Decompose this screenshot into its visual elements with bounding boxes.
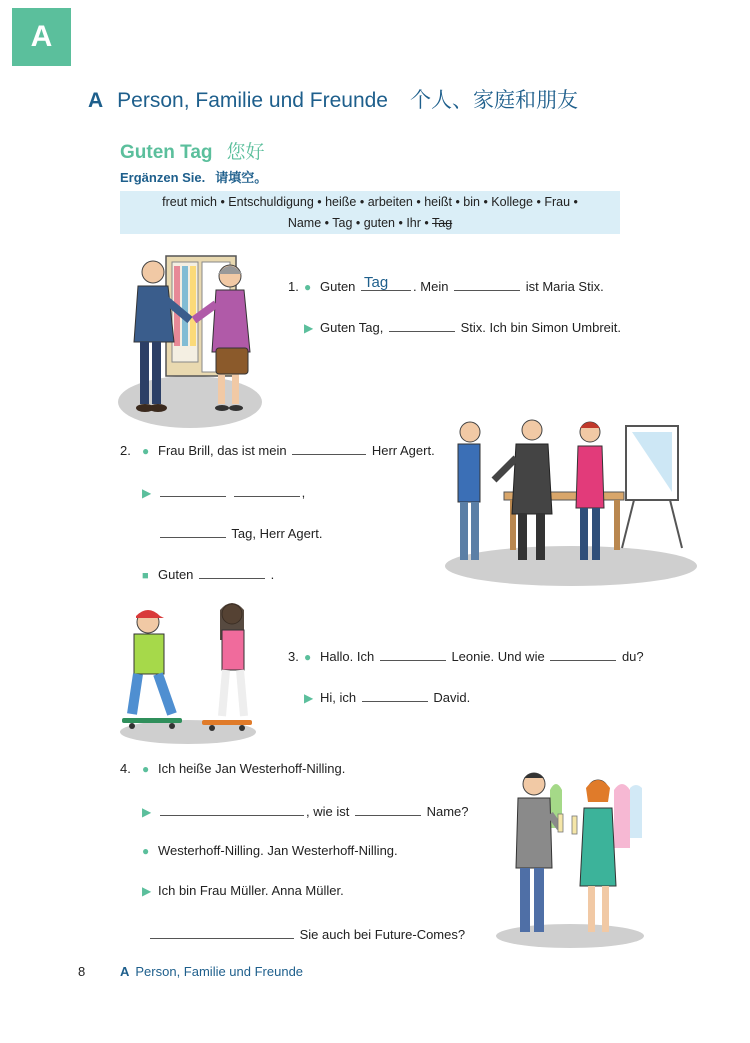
- section-title: [120, 137, 265, 164]
- exercise-4-text: , wie ist: [306, 804, 350, 819]
- exercise-2-number: 2.: [120, 443, 131, 458]
- chapter-title-zh: 个人、家庭和朋友: [409, 89, 578, 112]
- triangle-bullet-icon: ▶: [142, 805, 152, 819]
- exercise-1-number: 1.: [288, 279, 299, 294]
- dot-bullet-icon: ●: [142, 762, 150, 776]
- dot-bullet-icon: ●: [304, 650, 312, 664]
- instruction-text: Ergänzen Sie.: [120, 170, 206, 185]
- exercise-4-line-4: [142, 883, 344, 898]
- exercise-2-line-1: [120, 441, 435, 458]
- answer-blank[interactable]: [389, 318, 455, 332]
- exercise-2-text: .: [270, 567, 275, 582]
- word-box-line-2-text: Name • Tag • guten • Ihr •: [287, 216, 429, 230]
- exercise-4-text: Name?: [426, 804, 469, 819]
- exercise-2-text: Guten: [158, 567, 194, 582]
- triangle-bullet-icon: ▶: [304, 321, 314, 335]
- triangle-bullet-icon: ▶: [304, 691, 314, 705]
- word-box: [120, 191, 620, 234]
- exercise-2-line-4: [142, 565, 274, 582]
- exercise-4-number: 4.: [120, 761, 131, 776]
- exercise-3-line-1: [288, 647, 644, 664]
- handshake-illustration: [118, 252, 264, 430]
- triangle-bullet-icon: ▶: [142, 884, 152, 898]
- exercise-1-text: Stix. Ich bin Simon Umbreit.: [460, 320, 622, 335]
- instruction-zh: 请填空。: [215, 170, 268, 185]
- filled-answer: Tag: [364, 274, 389, 291]
- exercise-1-text: Guten: [320, 279, 356, 294]
- exercise-2-text: ,: [301, 485, 306, 500]
- footer-title-text: Person, Familie und Freunde: [135, 964, 304, 979]
- exercise-1-text: Guten Tag,: [320, 320, 384, 335]
- exercise-4-line-3: [142, 843, 398, 858]
- exercise-4-line-1: [120, 761, 345, 776]
- chapter-letter: A: [88, 89, 104, 112]
- exercise-4-line-5: [148, 925, 465, 942]
- exercise-2-line-3: [158, 524, 322, 541]
- footer-letter: A: [120, 964, 130, 979]
- answer-blank[interactable]: [234, 483, 300, 497]
- exercise-4-text: Westerhoff-Nilling. Jan Westerhoff-Nilling.: [158, 843, 398, 858]
- section-title-text: Guten Tag: [120, 142, 213, 163]
- exercise-2-text: Tag, Herr Agert.: [231, 526, 323, 541]
- footer-title: [120, 964, 303, 979]
- triangle-bullet-icon: ▶: [142, 486, 152, 500]
- exercise-4-text: Ich heiße Jan Westerhoff-Nilling.: [158, 761, 346, 776]
- answer-blank[interactable]: [362, 688, 428, 702]
- dot-bullet-icon: ●: [142, 444, 150, 458]
- exercise-3-number: 3.: [288, 649, 299, 664]
- exercise-1-line-2: [304, 318, 621, 335]
- chapter-title: [88, 84, 578, 114]
- exercise-3-text: David.: [433, 690, 471, 705]
- answer-blank[interactable]: [292, 441, 366, 455]
- answer-blank[interactable]: [160, 802, 304, 816]
- answer-blank-filled[interactable]: [361, 274, 411, 291]
- word-box-line-1: freut mich • Entschuldigung • heiße • arbeiten • heißt • bin • Kollege • Frau •: [162, 195, 578, 209]
- instruction: [120, 167, 267, 186]
- exercise-2-text: Herr Agert.: [371, 443, 435, 458]
- exercise-1-text: ist Maria Stix.: [525, 279, 604, 294]
- exercise-3-line-2: [304, 688, 470, 705]
- skateboard-illustration: [118, 600, 264, 746]
- office-introduction-illustration: [444, 418, 698, 586]
- answer-blank[interactable]: [199, 565, 265, 579]
- page-number: 8: [78, 964, 86, 979]
- answer-blank[interactable]: [380, 647, 446, 661]
- word-box-struck-word: Tag: [432, 216, 453, 230]
- answer-blank[interactable]: [454, 277, 520, 291]
- exercise-3-text: du?: [621, 649, 644, 664]
- dot-bullet-icon: ●: [304, 280, 312, 294]
- answer-blank[interactable]: [150, 925, 294, 939]
- exercise-2-text: Frau Brill, das ist mein: [158, 443, 287, 458]
- word-box-line-2: [120, 213, 620, 234]
- exercise-4-text: Sie auch bei Future-Comes?: [299, 927, 466, 942]
- chapter-tab: A: [12, 8, 71, 66]
- exercise-3-text: Hallo. Ich: [320, 649, 375, 664]
- exercise-2-line-2: [142, 483, 305, 500]
- dot-bullet-icon: ●: [142, 844, 150, 858]
- exercise-3-text: Leonie. Und wie: [451, 649, 545, 664]
- exercise-3-text: Hi, ich: [320, 690, 357, 705]
- party-illustration: [494, 768, 646, 948]
- exercise-1-text: . Mein: [413, 279, 449, 294]
- answer-blank[interactable]: [550, 647, 616, 661]
- exercise-1-line-1: [288, 274, 604, 294]
- answer-blank[interactable]: [160, 524, 226, 538]
- section-title-zh: 您好: [226, 142, 265, 163]
- exercise-4-text: Ich bin Frau Müller. Anna Müller.: [158, 883, 344, 898]
- exercise-4-line-2: [142, 802, 469, 819]
- answer-blank[interactable]: [160, 483, 226, 497]
- chapter-title-text: Person, Familie und Freunde: [117, 89, 388, 112]
- square-bullet-icon: ■: [142, 570, 149, 582]
- answer-blank[interactable]: [355, 802, 421, 816]
